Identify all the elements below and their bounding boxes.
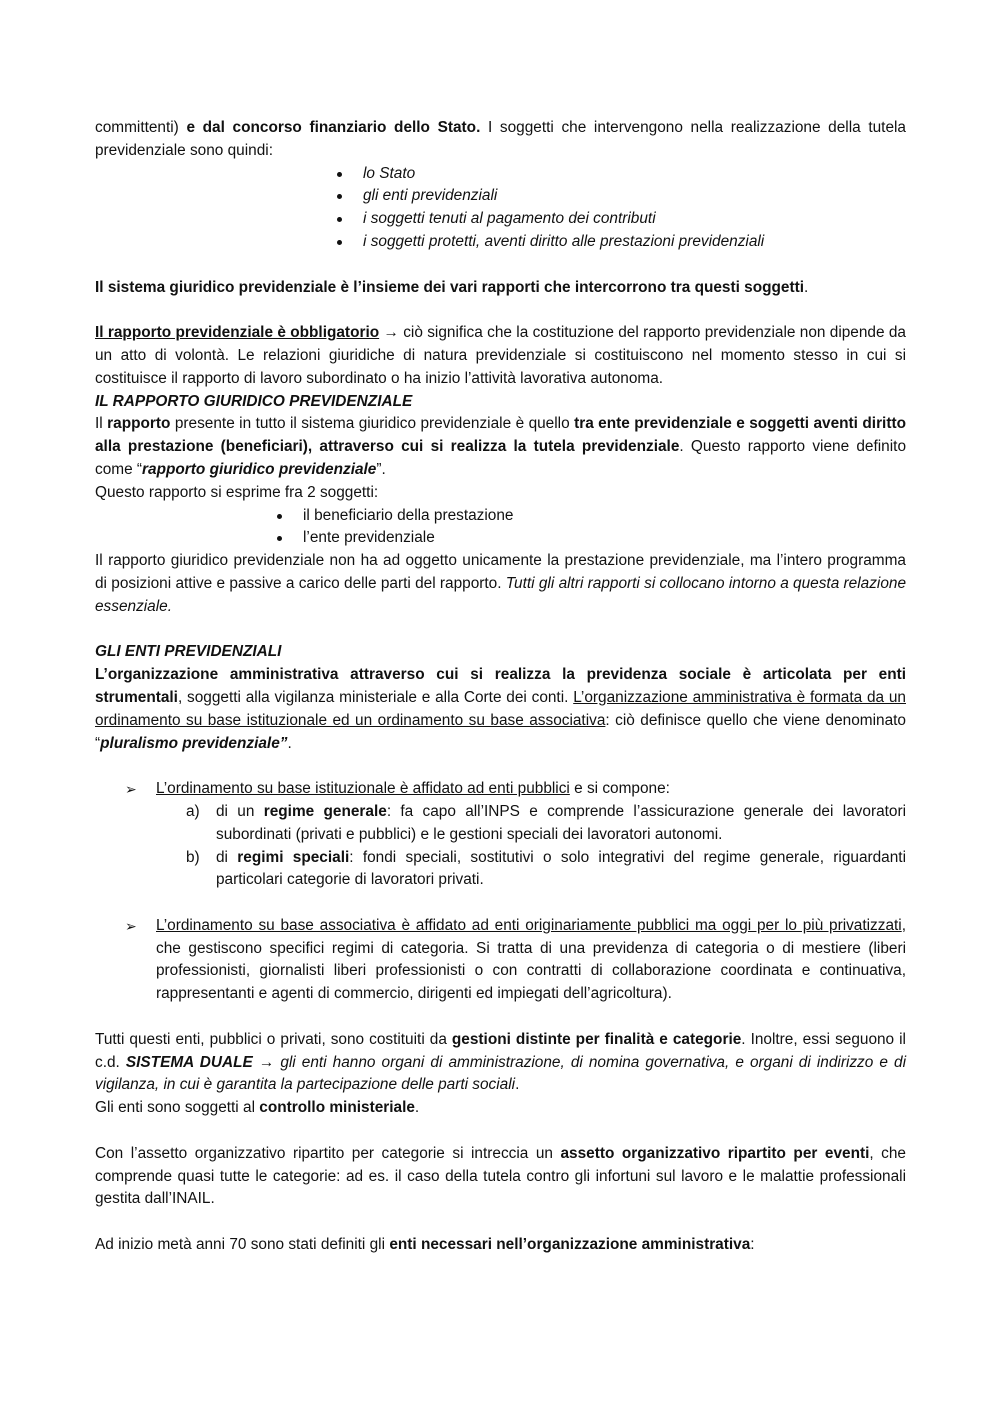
section-heading-rapporto [95, 391, 906, 414]
text-run: : ciò definisce quello che viene denominato “ [95, 711, 906, 752]
text-run-bold: assetto organizzativo ripartito per eventi [560, 1144, 870, 1162]
text-run-bold-italic: pluralismo previdenziale” [100, 734, 288, 752]
enti-paragraph-4 [95, 1143, 906, 1211]
text-run: presente in tutto il sistema giuridico previdenziale è quello [170, 415, 575, 433]
enti-paragraph-2 [95, 1029, 906, 1097]
arrow-bullet-icon: ➢ [125, 917, 137, 934]
subjects-list [95, 163, 906, 254]
bullet-icon [337, 240, 342, 245]
text-run: . [515, 1076, 520, 1094]
text-run-bold: enti necessari nell’organizzazione amministrativa [389, 1236, 751, 1254]
ordinamento-istituzionale-item [95, 778, 906, 801]
text-run: di [216, 848, 238, 866]
list-item-text: i soggetti tenuti al pagamento dei contributi [363, 210, 656, 228]
list-item [95, 527, 906, 550]
list-item [95, 231, 906, 254]
text-run: Il [95, 415, 108, 433]
text-run: Gli enti sono soggetti al [95, 1099, 260, 1117]
enti-paragraph-3 [95, 1097, 906, 1120]
text-run-bold: gestioni distinte per finalità e categorie [451, 1030, 742, 1048]
item-label-b: b) [186, 848, 200, 866]
text-run: di un [216, 802, 264, 820]
text-run: . Questo rapporto viene definito come “ [95, 438, 906, 478]
arrow-right-icon: → [379, 324, 404, 342]
arrow-right-icon: → [252, 1053, 281, 1071]
text-run-bold: L’organizzazione amministrativa attraverso cui si realizza la previdenza sociale è articolata per enti strumentali [95, 666, 906, 706]
bullet-icon [337, 172, 342, 177]
text-run: e si compone: [569, 780, 670, 798]
list-item [95, 163, 906, 186]
text-run-underline: L’ordinamento su base associativa è affidato ad enti originariamente pubblici ma oggi per lo più privatizzati [156, 916, 902, 934]
intro-bold: e dal concorso finanziario dello Stato. [186, 119, 481, 136]
list-item [95, 505, 906, 528]
obbligatorio-paragraph [95, 322, 906, 390]
enti-heading-text: GLI ENTI PREVIDENZIALI [95, 643, 282, 661]
rapporto-paragraph-3 [95, 550, 906, 618]
text-run-bold: tra ente previdenziale e soggetti aventi diritto alla prestazione (beneficiari), attraverso cui si realizza la tutela previdenziale [95, 415, 906, 456]
intro-paragraph [95, 117, 906, 163]
bullet-icon [277, 514, 282, 519]
rapporto-list [95, 505, 906, 551]
rapporto-paragraph-1 [95, 413, 906, 481]
regime-generale-item [95, 801, 906, 847]
text-run-italic: gli enti hanno organi di amministrazione, di nomina governativa, e organi di indirizzo e di vigilanza, in cui è garantita la partecipazione delle parti sociali [95, 1053, 906, 1094]
text-run: ”. [376, 460, 386, 478]
list-item [95, 185, 906, 208]
text-run-bold-italic: SISTEMA DUALE [125, 1053, 253, 1071]
text-run: Con l’assetto organizzativo ripartito per categorie si intreccia un [95, 1144, 561, 1162]
bullet-icon [277, 536, 282, 541]
bullet-icon [337, 194, 342, 199]
ordinamento-associativo-item [95, 915, 906, 1006]
sistema-end: . [804, 278, 809, 296]
obbligatorio-text: ciò significa che la costituzione del rapporto previdenziale non dipende da un atto di volontà. Le relazioni giuridiche di natura previdenziale si costituiscono nel momento stesso in cui si costituisce il rapporto di lavoro subordinato o ha inizio l’attività lavorativa autonoma. [95, 324, 906, 387]
document-page [95, 117, 906, 1257]
text-run: . [287, 734, 292, 752]
intro-text-2: I soggetti che intervengono nella realizzazione della tutela previdenziale sono quindi: [95, 119, 906, 159]
arrow-bullet-icon: ➢ [125, 781, 137, 798]
item-label-a: a) [186, 802, 200, 820]
text-run-bold: controllo ministeriale [259, 1099, 415, 1117]
text-run-bold: rapporto [107, 415, 171, 433]
text-run: Ad inizio metà anni 70 sono stati definiti gli [95, 1236, 390, 1254]
text-run: : fa capo all’INPS e comprende l’assicurazione generale dei lavoratori subordinati (privati e pubblici) e le gestioni speciali dei lavoratori autonomi. [216, 802, 907, 843]
text-run: Il rapporto giuridico previdenziale non ha ad oggetto unicamente la prestazione previdenziale, ma l’intero programma di posizioni attive e passive a carico delle parti del rapporto. [95, 552, 906, 592]
bullet-icon [337, 217, 342, 222]
enti-paragraph-1 [95, 664, 906, 755]
list-item-text: il beneficiario della prestazione [303, 506, 514, 524]
text-run-italic: Tutti gli altri rapporti si collocano intorno a questa relazione essenziale. [95, 574, 906, 615]
section-heading-enti [95, 641, 906, 664]
list-item-text: gli enti previdenziali [363, 187, 498, 205]
list-item-text: l’ente previdenziale [303, 529, 435, 547]
list-item-text: i soggetti protetti, aventi diritto alle prestazioni previdenziali [363, 232, 765, 250]
text-run: . [414, 1099, 420, 1117]
text-run-bold-italic: rapporto giuridico previdenziale [142, 460, 377, 478]
text-run-underline: L’organizzazione amministrativa è formata da un ordinamento su base istituzionale ed un ordinamento su base associativa [95, 688, 906, 729]
text-run: : fondi speciali, sostitutivi o solo integrativi del regime generale, riguardanti particolari categorie di lavoratori privati. [216, 848, 907, 889]
text-run-bold: regimi speciali [237, 848, 350, 866]
intro-text-1: committenti) [95, 119, 187, 136]
obbligatorio-heading: Il rapporto previdenziale è obbligatorio [95, 324, 380, 342]
sistema-bold: Il sistema giuridico previdenziale è l’insieme dei vari rapporti che intercorrono tra questi soggetti [95, 278, 805, 296]
regimi-speciali-item [95, 847, 906, 893]
rapporto-heading-text: IL RAPPORTO GIURIDICO PREVIDENZIALE [95, 392, 413, 410]
text-run-bold: regime generale [263, 802, 387, 820]
text-run: , che comprende quasi tutte le categorie: ad es. il caso della tutela contro gli infortuni sul lavoro e le malattie professionali gestita dall’INAIL. [95, 1144, 906, 1208]
text-run: , che gestiscono specifici regimi di categoria. Si tratta di una previdenza di categoria o di mestiere (liberi professionisti, giornalisti liberi professionisti o con contratti di collaborazione coordinata e continuativa, rappresentanti e agenti di commercio, dirigenti ed impiegati dell’agricoltura). [156, 916, 906, 1003]
text-run-underline: L’ordinamento su base istituzionale è affidato ad enti pubblici [156, 780, 570, 798]
text-run: . Inoltre, essi seguono il c.d. [95, 1030, 906, 1071]
list-item-text: lo Stato [363, 164, 416, 182]
list-item [95, 208, 906, 231]
enti-paragraph-5 [95, 1234, 906, 1257]
text-run: : [750, 1236, 755, 1254]
rapporto-paragraph-2: Questo rapporto si esprime fra 2 soggetti: [95, 483, 379, 501]
text-run: , soggetti alla vigilanza ministeriale e alla Corte dei conti. [177, 688, 574, 706]
sistema-paragraph [95, 277, 906, 300]
text-run: Tutti questi enti, pubblici o privati, sono costituiti da [95, 1030, 452, 1048]
